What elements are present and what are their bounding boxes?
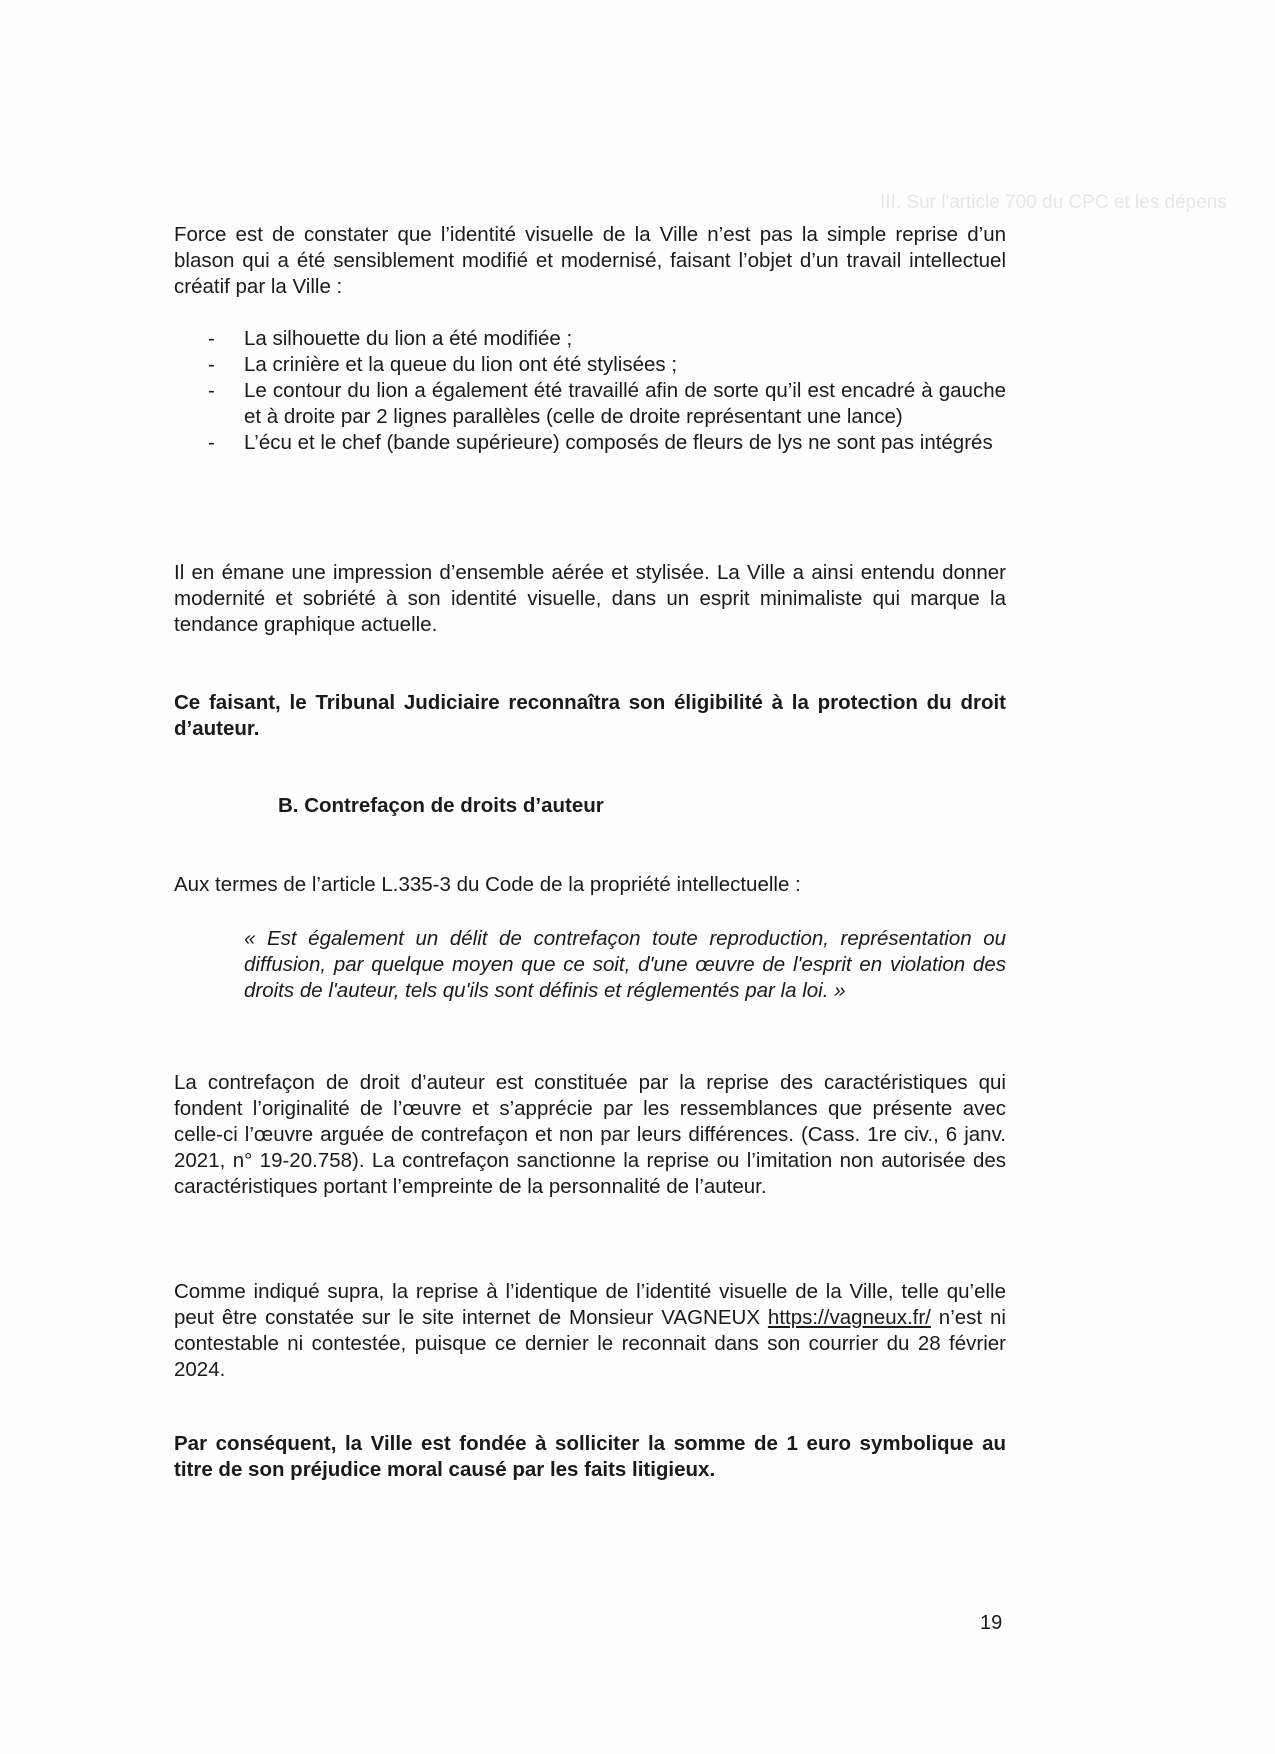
dash-bullet: -: [208, 353, 215, 376]
conclusion-a-paragraph: Ce faisant, le Tribunal Judiciaire reconnaîtra son éligibilité à la protection du droit d’auteur.: [174, 691, 1006, 740]
impression-paragraph: Il en émane une impression d’ensemble aérée et stylisée. La Ville a ainsi entendu donner modernité et sobriété à son identité visuelle, dans un esprit minimaliste qui marque la tendance graphique actuelle.: [174, 561, 1006, 636]
dash-bullet: -: [208, 327, 215, 350]
vagneux-website-link[interactable]: https://vagneux.fr/: [767, 1306, 931, 1329]
supra-text-after: n’est ni contestable ni contestée, puisque ce dernier le reconnait dans son courrier du 28 février 2024.: [174, 1306, 1006, 1381]
dash-bullet: -: [208, 379, 215, 402]
definition-paragraph: La contrefaçon de droit d’auteur est constituée par la reprise des caractéristiques qui fondent l’originalité de l’œuvre et s’apprécie par les ressemblances que présente avec celle-ci l’œuvre arguée de contrefaçon et non par leurs différences. (Cass. 1re civ., 6 janv. 2021, n° 19-20.758). La contrefaçon sanctionne la reprise ou l’imitation non autorisée des caractéristiques portant l’empreinte de la personnalité de l’auteur.: [174, 1071, 1006, 1198]
article-intro-paragraph: Aux termes de l’article L.335-3 du Code de la propriété intellectuelle :: [174, 873, 801, 896]
list-item-text: Le contour du lion a également été travaillé afin de sorte qu’il est encadré à gauche et à droite par 2 lignes parallèles (celle de droite représentant une lance): [244, 379, 1006, 428]
supra-text-before: Comme indiqué supra, la reprise à l’identique de l’identité visuelle de la Ville, telle qu’elle peut être constatée sur le site internet de Monsieur VAGNEUX: [174, 1280, 1006, 1329]
definition-section: [174, 1070, 1006, 1200]
list-item: [174, 430, 1006, 456]
list-item: [174, 326, 1006, 352]
list-item-text: La crinière et la queue du lion ont été stylisées ;: [244, 353, 678, 376]
legal-quote: « Est également un délit de contrefaçon toute reproduction, représentation ou diffusion, par quelque moyen que ce soit, d'une œuvre de l'esprit en violation des droits de l'auteur, tels qu'ils sont définis et réglementés par la loi. »: [244, 927, 1006, 1002]
section-b-heading: B. Contrefaçon de droits d’auteur: [278, 794, 604, 817]
list-item: [174, 378, 1006, 430]
page-number: 19: [980, 1612, 1003, 1634]
supra-paragraph: [174, 1279, 1006, 1383]
criteria-list: [174, 326, 1006, 456]
conclusion-b-section: [174, 1431, 1006, 1483]
list-item-text: L’écu et le chef (bande supérieure) composés de fleurs de lys ne sont pas intégrés: [244, 431, 993, 454]
intro-section: [174, 222, 1006, 456]
conclusion-b-paragraph: Par conséquent, la Ville est fondée à solliciter la somme de 1 euro symbolique au titre de son préjudice moral causé par les faits litigieux.: [174, 1432, 1006, 1481]
dash-bullet: -: [208, 431, 215, 454]
intro-paragraph: Force est de constater que l’identité visuelle de la Ville n’est pas la simple reprise d’un blason qui a été sensiblement modifié et modernisé, faisant l’objet d’un travail intellectuel créatif par la Ville :: [174, 223, 1006, 298]
list-item-text: La silhouette du lion a été modifiée ;: [244, 327, 573, 350]
article-intro: [174, 872, 1006, 898]
conclusion-a-section: [174, 690, 1006, 742]
impression-section: [174, 560, 1006, 638]
bleed-through-text: III. Sur l'article 700 du CPC et les dépens: [880, 192, 1227, 213]
list-item: [174, 352, 1006, 378]
supra-section: [174, 1279, 1006, 1383]
